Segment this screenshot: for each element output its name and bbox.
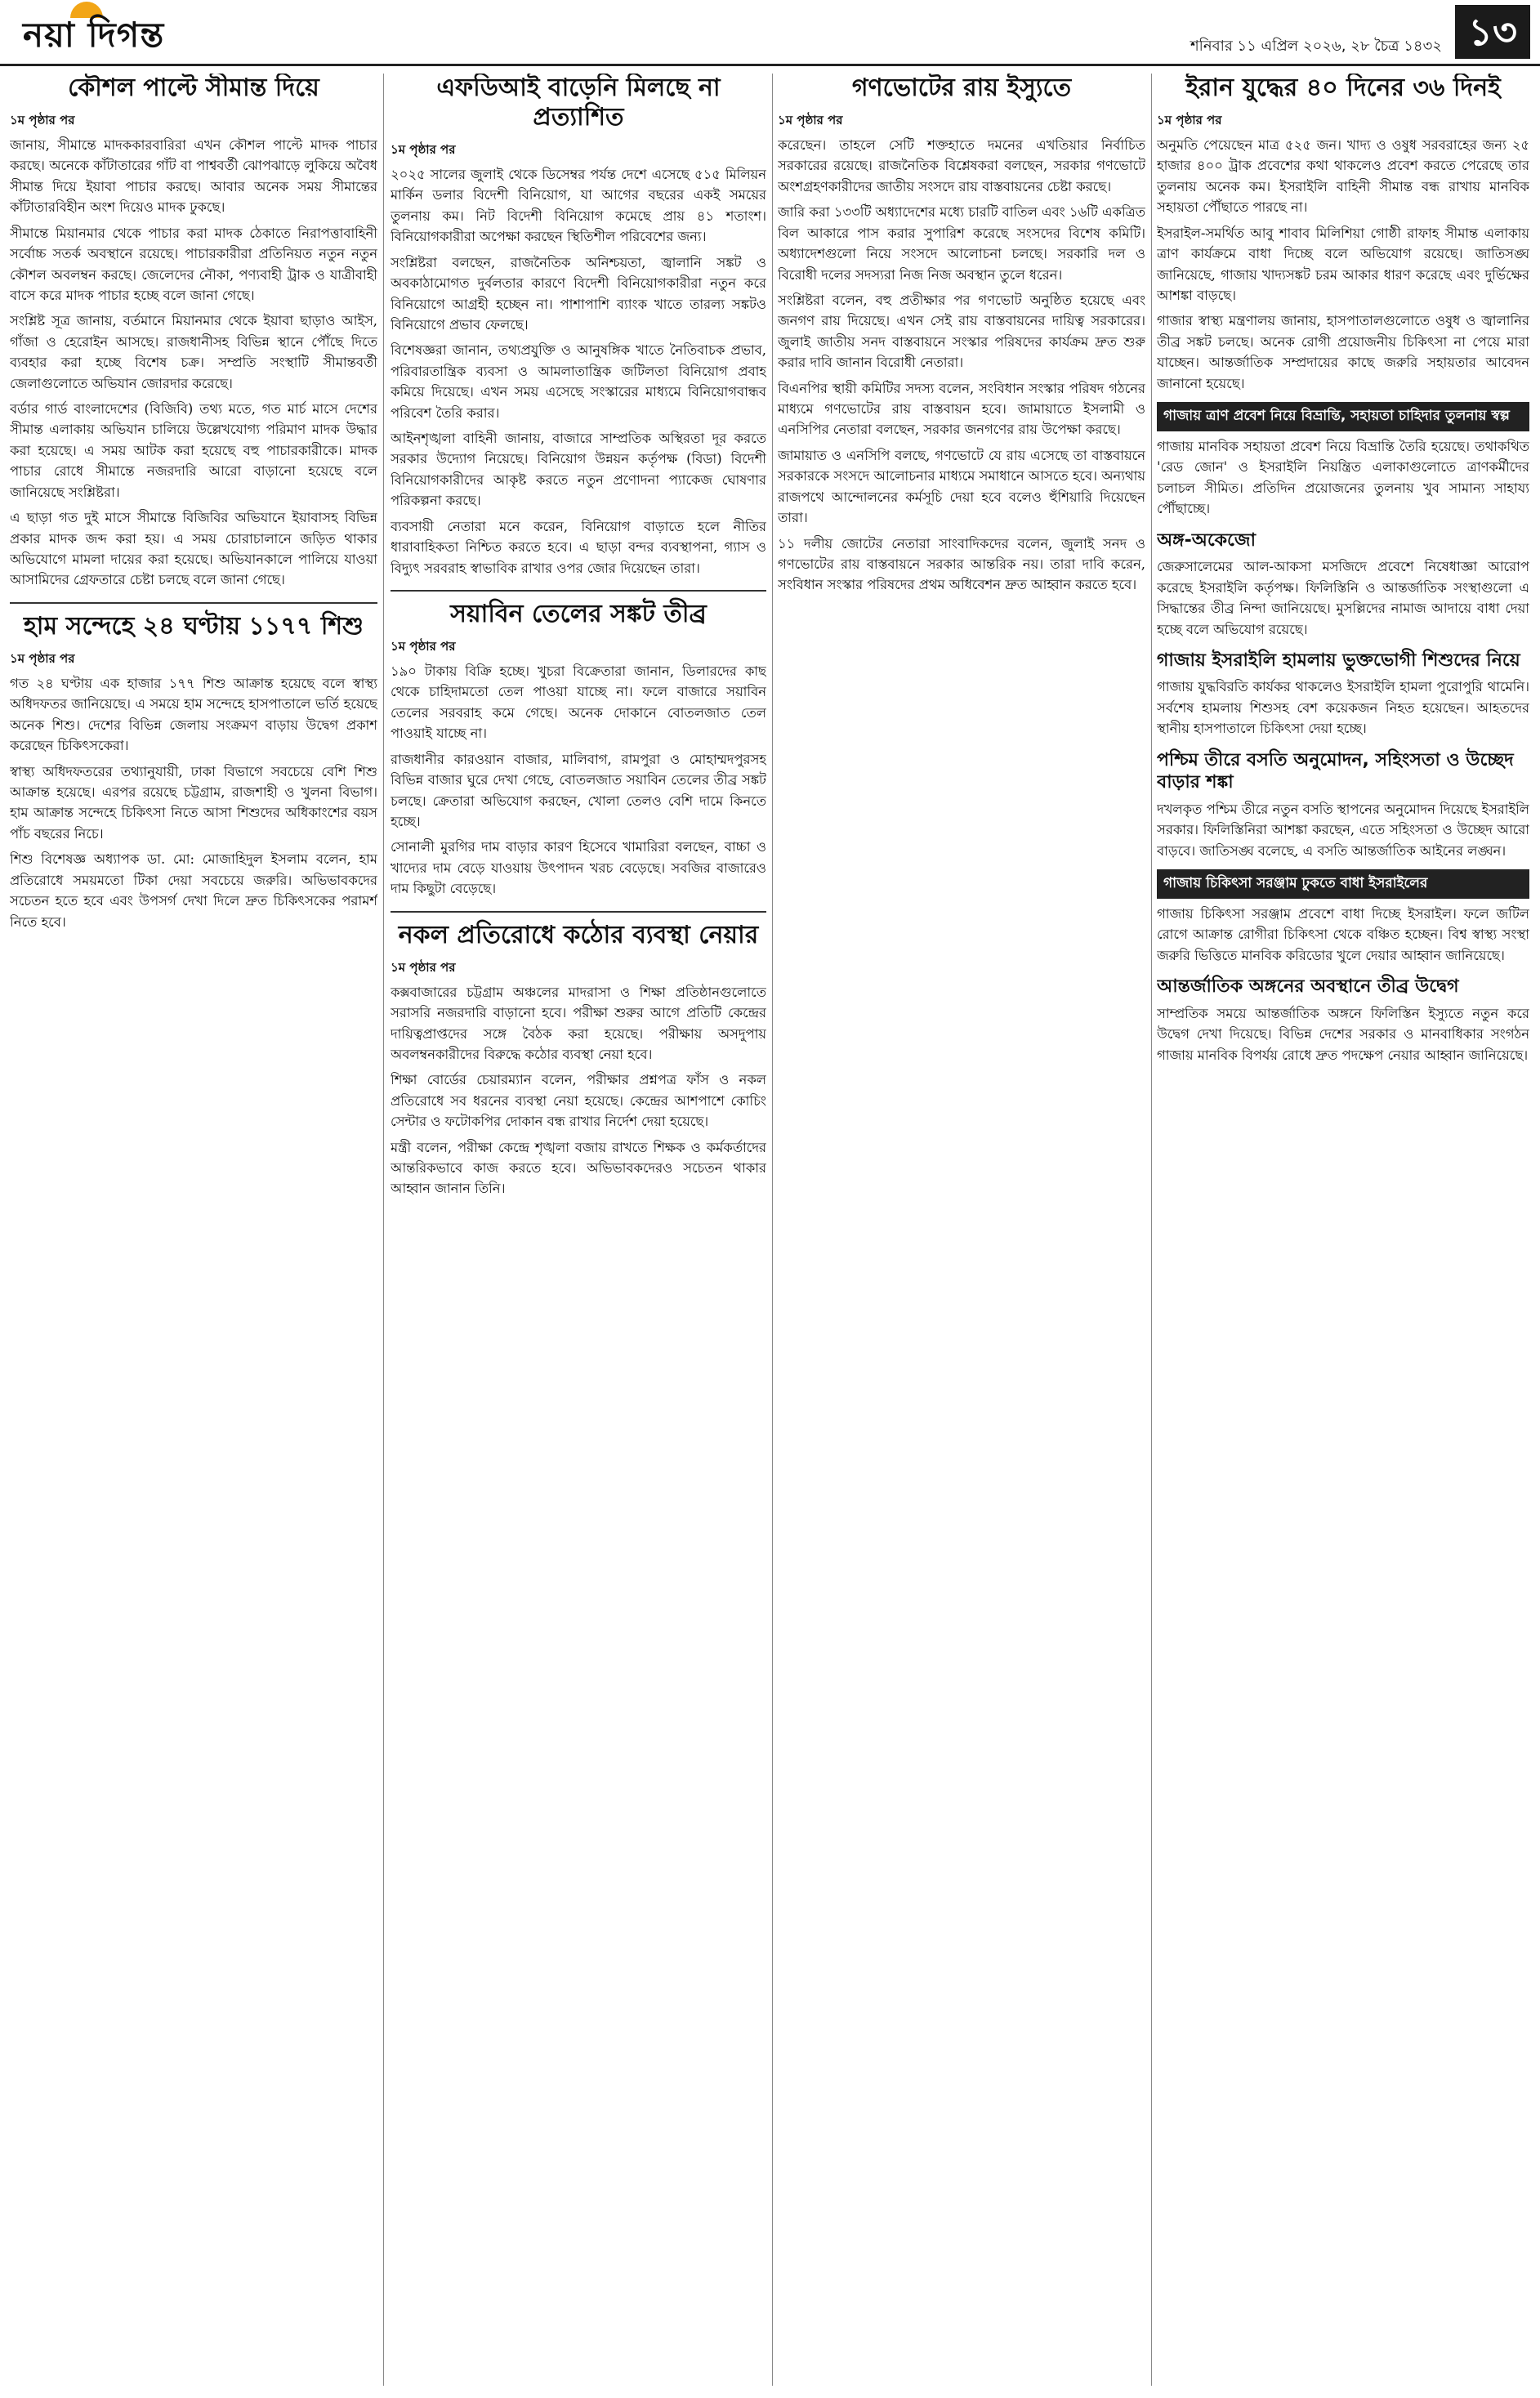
article-paragraph: ১১ দলীয় জোটের নেতারা সাংবাদিকদের বলেন, জুলাই সনদ ও গণভোটের রায় বাস্তবায়নে সরকার আন্তরিক নয়। তারা দাবি করেন, সংবিধান সংস্কার পরিষদের প্রথম অধিবেশন দ্রুত আহ্বান করতে হবে। [778,535,1145,593]
article-divider [391,911,766,913]
column-rule [1151,74,1152,2386]
article-paragraph: সংশ্লিষ্টরা বলছেন, রাজনৈতিক অনিশ্চয়তা, জ্বালানি সঙ্কট ও অবকাঠামোগত দুর্বলতার কারণে বিদেশী বিনিয়োগকারীরা নতুন করে বিনিয়োগে আগ্রহী হচ্ছেন না। পাশাপাশি ব্যাংক খাতে তারল্য সঙ্কটও বিনিয়োগে প্রভাব ফেলছে। [391,254,766,333]
column-1 [10,74,377,2386]
masthead [0,0,1540,66]
continued-label: ১ম পৃষ্ঠার পর [1157,113,1222,127]
article-headline[interactable]: এফডিআই বাড়েনি মিলছে না প্রত্যাশিত [436,74,721,132]
article-headline[interactable]: কৌশল পাল্টে সীমান্ত দিয়ে [68,74,319,102]
subheading: আন্তর্জাতিক অঙ্গনের অবস্থানে তীব্র উদ্বেগ [1157,976,1459,998]
article-paragraph: গাজায় যুদ্ধবিরতি কার্যকর থাকলেও ইসরাইলি হামলা পুরোপুরি থামেনি। সর্বশেষ হামলায় শিশুসহ বেশ কয়েকজন নিহত হয়েছেন। আহতদের স্থানীয় হাসপাতালে চিকিৎসা দেয়া হচ্ছে। [1157,679,1529,737]
article-paragraph: গাজায় চিকিৎসা সরঞ্জাম প্রবেশে বাধা দিচ্ছে ইসরাইল। ফলে জটিল রোগে আক্রান্ত রোগীরা চিকিৎসা থেকে বঞ্চিত হচ্ছেন। বিশ্ব স্বাস্থ্য সংস্থা জরুরি ভিত্তিতে মানবিক করিডোর খুলে দেয়ার আহ্বান জানিয়েছে। [1157,905,1529,963]
article-paragraph: ইসরাইল-সমর্থিত আবু শাবাব মিলিশিয়া গোষ্ঠী রাফাহ সীমান্ত এলাকায় ত্রাণ কার্যক্রমে বাধা দিচ্ছে বলে অভিযোগ রয়েছে। জাতিসঙ্ঘ জানিয়েছে, গাজায় খাদ্যসঙ্কট চরম আকার ধারণ করেছে এবং দুর্ভিক্ষের আশঙ্কা বাড়ছে। [1157,225,1529,303]
article-paragraph: অনুমতি পেয়েছেন মাত্র ৫২৫ জন। খাদ্য ও ওষুধ সরবরাহের জন্য ২৫ হাজার ৪০০ ট্রাক প্রবেশের কথা থাকলেও প্রবেশ করতে পেরেছে তার তুলনায় অনেক কম। ইসরাইলি বাহিনী সীমান্ত বন্ধ রাখায় মানবিক সহায়তা পৌঁছাতে পারছে না। [1157,137,1529,216]
article-paragraph: শিশু বিশেষজ্ঞ অধ্যাপক ডা. মো: মোজাহিদুল ইসলাম বলেন, হাম প্রতিরোধে সময়মতো টিকা দেয়া সবচেয়ে জরুরি। অভিভাবকদের সচেতন হতে হবে এবং উপসর্গ দেখা দিলে দ্রুত চিকিৎসকের পরামর্শ নিতে হবে। [10,851,377,930]
article-measles [10,612,377,932]
subheading: গাজায় চিকিৎসা সরঞ্জাম ঢুকতে বাধা ইসরাইলের [1157,869,1529,899]
article-paragraph: ব্যবসায়ী নেতারা মনে করেন, বিনিয়োগ বাড়াতে হলে নীতির ধারাবাহিকতা নিশ্চিত করতে হবে। এ ছাড়া বন্দর ব্যবস্থাপনা, গ্যাস ও বিদ্যুৎ সরবরাহ স্বাভাবিক রাখার ওপর জোর দিয়েছেন তারা। [391,518,766,576]
article-paragraph: বিশেষজ্ঞরা জানান, তথ্যপ্রযুক্তি ও আনুষঙ্গিক খাতে নৈতিবাচক প্রভাব, পরিবারতান্ত্রিক ব্যবসা ও আমলাতান্ত্রিক জটিলতা বিনিয়োগ প্রবাহ কমিয়ে দিয়েছে। এখন সময় এসেছে সংস্কারের মাধ্যমে বিনিয়োগবান্ধব পরিবেশ তৈরি করার। [391,342,766,421]
article-border-management [10,74,377,591]
article-paragraph: কক্সবাজারের চট্টগ্রাম অঞ্চলের মাদরাসা ও শিক্ষা প্রতিষ্ঠানগুলোতে সরাসরি নজরদারি বাড়ানো হবে। পরীক্ষা শুরুর আগে প্রতিটি কেন্দ্রের দায়িত্বপ্রাপ্তদের সঙ্গে বৈঠক করা হয়েছে। পরীক্ষায় অসদুপায় অবলম্বনকারীদের বিরুদ্ধে কঠোর ব্যবস্থা নেয়া হবে। [391,984,766,1062]
article-referendum [778,74,1145,596]
article-paragraph: আইনশৃঙ্খলা বাহিনী জানায়, বাজারে সাম্প্রতিক অস্থিরতা দূর করতে সরকার উদ্যোগ নিয়েছে। বিনিয়োগ উন্নয়ন কর্তৃপক্ষ (বিডা) বিদেশী বিনিয়োগকারীদের আকৃষ্ট করতে নতুন প্রণোদনা প্যাকেজ ঘোষণার পরিকল্পনা করছে। [391,431,766,509]
article-paragraph: জানায়, সীমান্তে মাদককারবারিরা এখন কৌশল পাল্টে মাদক পাচার করছে। অনেকে কাঁটাতারের গাঁট বা পাশ্ববর্তী ঝোপঝাড়ে লুকিয়ে অবৈধ সীমান্ত দিয়ে ইয়াবা পাচার করছে। আবার অনেক সময় সীমান্তের কাঁটাতারবিহীন অংশ দিয়েও মাদক ঢুকছে। [10,137,377,216]
article-paragraph: জারি করা ১৩৩টি অধ্যাদেশের মধ্যে চারটি বাতিল এবং ১৬টি একত্রিত বিল আকারে পাস করার সুপারিশ করেছে সংসদের বিশেষ কমিটি। অধ্যাদেশগুলো নিয়ে সংসদে আলোচনা চলছে। সরকারি দল ও বিরোধী দলের সদস্যরা নিজ নিজ অবস্থান তুলে ধরেন। [778,204,1145,283]
article-paragraph: গাজায় মানবিক সহায়তা প্রবেশ নিয়ে বিভ্রান্তি তৈরি হয়েছে। তথাকথিত 'রেড জোন' ও ইসরাইলি নিয়ন্ত্রিত এলাকাগুলোতে ত্রাণকর্মীদের চলাচল সীমিত। প্রতিদিন প্রয়োজনের তুলনায় খুব সামান্য সাহায্য পৌঁছাচ্ছে। [1157,439,1529,517]
dateline: শনিবার ১১ এপ্রিল ২০২৬, ২৮ চৈত্র ১৪৩২ [1190,38,1442,55]
subheading: পশ্চিম তীরে বসতি অনুমোদন, সহিংসতা ও উচ্ছেদ বাড়ার শঙ্কা [1157,749,1514,793]
column-3 [778,74,1145,2386]
article-paragraph: সংশ্লিষ্টরা বলেন, বহু প্রতীক্ষার পর গণভোট অনুষ্ঠিত হয়েছে এবং জনগণ রায় দিয়েছে। এখন সেই রায় বাস্তবায়নের দায়িত্ব সরকারের। জুলাই জাতীয় সনদ বাস্তবায়নে সংস্কার পরিষদের কার্যক্রম দ্রুত শুরু করার দাবি জানান বিরোধী নেতারা। [778,292,1145,371]
column-2 [391,74,766,2386]
subheading: গাজায় ইসরাইলি হামলায় ভুক্তভোগী শিশুদের নিয়ে [1157,650,1520,671]
article-paragraph: ২০২৫ সালের জুলাই থেকে ডিসেম্বর পর্যন্ত দেশে এসেছে ৫১৫ মিলিয়ন মার্কিন ডলার বিদেশী বিনিয়োগ, যা আগের বছরের একই সময়ের তুলনায় কম। নিট বিদেশী বিনিয়োগ কমেছে প্রায় ৪১ শতাংশ। বিনিয়োগকারীরা অপেক্ষা করছেন স্থিতিশীল পরিবেশের জন্য। [391,167,766,245]
article-paragraph: জামায়াত ও এনসিপি বলছে, গণভোটে যে রায় এসেছে তা বাস্তবায়নে সরকারকে সংসদে আলোচনার মাধ্যমে সমাধানে আসতে হবে। অন্যথায় রাজপথে আন্দোলনের কর্মসূচি দেয়া হবে বলেও হুঁশিয়ারি দিয়েছেন তারা। [778,447,1145,526]
article-paragraph: সীমান্তে মিয়ানমার থেকে পাচার করা মাদক ঠেকাতে নিরাপত্তাবাহিনী সর্বোচ্চ সতর্ক অবস্থানে রয়েছে। পাচারকারীরা প্রতিনিয়ত নতুন নতুন কৌশল অবলম্বন করছে। জেলেদের নৌকা, পণ্যবাহী ট্রাক ও যাত্রীবাহী বাসে করে মাদক পাচার হচ্ছে বলে জানা গেছে। [10,225,377,303]
article-paragraph: সংশ্লিষ্ট সূত্র জানায়, বর্তমানে মিয়ানমার থেকে ইয়াবা ছাড়াও আইস, গাঁজা ও হেরোইন আসছে। রাজধানীসহ বিভিন্ন স্থানে পৌঁছে দিতে ব্যবহার করা হচ্ছে বিশেষ চক্র। সম্প্রতি সংস্থাটি সীমান্তবর্তী জেলাগুলোতে অভিযান জোরদার করেছে। [10,313,377,391]
subheading: গাজায় ত্রাণ প্রবেশ নিয়ে বিভ্রান্তি, সহায়তা চাহিদার তুলনায় স্বল্প [1157,402,1529,431]
article-paragraph: মন্ত্রী বলেন, পরীক্ষা কেন্দ্রে শৃঙ্খলা বজায় রাখতে শিক্ষক ও কর্মকর্তাদের আন্তরিকভাবে কাজ করতে হবে। অভিভাবকদেরও সচেতন থাকার আহ্বান জানান তিনি। [391,1139,766,1197]
page-number: ১৩ [1455,5,1530,59]
article-divider [391,590,766,592]
continued-label: ১ম পৃষ্ঠার পর [391,639,456,654]
article-paragraph: জেরুসালেমের আল-আকসা মসজিদে প্রবেশে নিষেধাজ্ঞা আরোপ করেছে ইসরাইলি কর্তৃপক্ষ। ফিলিস্তিনি ও আন্তর্জাতিক সংস্থাগুলো এ সিদ্ধান্তের তীব্র নিন্দা জানিয়েছে। মুসল্লিদের নামাজ আদায়ে বাধা দেয়া হচ্ছে বলে অভিযোগ রয়েছে। [1157,559,1529,637]
continued-label: ১ম পৃষ্ঠার পর [391,959,456,975]
article-paragraph: করেছেন। তাহলে সেটি শক্তহাতে দমনের এখতিয়ার নির্বাচিত সরকারের রয়েছে। রাজনৈতিক বিশ্লেষকরা বলছেন, সরকার গণভোটে অংশগ্রহণকারীদের জাতীয় সংসদে রায় বাস্তবায়নের চেষ্টা করছে। [778,137,1145,194]
article-paragraph: রাজধানীর কারওয়ান বাজার, মালিবাগ, রামপুরা ও মোহাম্মদপুরসহ বিভিন্ন বাজার ঘুরে দেখা গেছে, বোতলজাত সয়াবিন তেলের তীব্র সঙ্কট চলছে। ক্রেতারা অভিযোগ করছেন, খোলা তেলও বেশি দামে কিনতে হচ্ছে। [391,751,766,829]
article-paragraph: সাম্প্রতিক সময়ে আন্তর্জাতিক অঙ্গনে ফিলিস্তিন ইস্যুতে নতুন করে উদ্বেগ দেখা দিয়েছে। বিভিন্ন দেশের সরকার ও মানবাধিকার সংগঠন গাজায় মানবিক বিপর্যয় রোধে দ্রুত পদক্ষেপ নেয়ার আহ্বান জানিয়েছে। [1157,1005,1529,1063]
article-headline[interactable]: ইরান যুদ্ধের ৪০ দিনের ৩৬ দিনই [1185,74,1501,102]
article-iran-war [1157,74,1529,1065]
article-paragraph: গাজার স্বাস্থ্য মন্ত্রণালয় জানায়, হাসপাতালগুলোতে ওষুধ ও জ্বালানির তীব্র সঙ্কট চলছে। অনেক রোগী প্রয়োজনীয় চিকিৎসা না পেয়ে মারা যাচ্ছেন। আন্তর্জাতিক সম্প্রদায়ের কাছে জরুরি সহায়তার আবেদন জানানো হয়েছে। [1157,313,1529,391]
article-paragraph: স্বাস্থ্য অধিদফতরের তথ্যানুযায়ী, ঢাকা বিভাগে সবচেয়ে বেশি শিশু আক্রান্ত হয়েছে। এরপর রয়েছে চট্টগ্রাম, রাজশাহী ও খুলনা বিভাগ। হাম আক্রান্ত সন্দেহে চিকিৎসা নিতে আসা শিশুদের অধিকাংশের বয়স পাঁচ বছরের নিচে। [10,763,377,842]
article-paragraph: গত ২৪ ঘণ্টায় এক হাজার ১৭৭ শিশু আক্রান্ত হয়েছে বলে স্বাস্থ্য অধিদফতর জানিয়েছে। এ সময়ে হাম সন্দেহে হাসপাতালে ভর্তি হয়েছে অনেক শিশু। দেশের বিভিন্ন জেলায় সংক্রমণ বাড়ায় উদ্বেগ প্রকাশ করেছেন চিকিৎসকেরা। [10,675,377,754]
article-fdi [391,74,766,578]
article-paragraph: বর্ডার গার্ড বাংলাদেশের (বিজিবি) তথ্য মতে, গত মার্চ মাসে দেশের সীমান্ত এলাকায় অভিযান চালিয়ে উল্লেখযোগ্য পরিমাণ মাদক উদ্ধার করা হয়েছে। এ সময় আটক করা হয়েছে বহু পাচারকারীকে। মাদক পাচার রোধে সীমান্তে নজরদারি আরো বাড়ানো হয়েছে বলে জানিয়েছে সংশ্লিষ্টরা। [10,401,377,500]
article-paragraph: দখলকৃত পশ্চিম তীরে নতুন বসতি স্থাপনের অনুমোদন দিয়েছে ইসরাইলি সরকার। ফিলিস্তিনিরা আশঙ্কা করছেন, এতে সহিংসতা ও উচ্ছেদ আরো বাড়বে। জাতিসঙ্ঘ বলেছে, এ বসতি আন্তর্জাতিক আইনের লঙ্ঘন। [1157,801,1529,859]
article-exam-cheating [391,921,766,1199]
article-paragraph: শিক্ষা বোর্ডের চেয়ারম্যান বলেন, পরীক্ষার প্রশ্নপত্র ফাঁস ও নকল প্রতিরোধে সব ধরনের ব্যবস্থা নেয়া হয়েছে। কেন্দ্রের আশপাশে কোচিং সেন্টার ও ফটোকপির দোকান বন্ধ রাখার নির্দেশ দেয়া হয়েছে। [391,1072,766,1130]
article-headline[interactable]: সয়াবিন তেলের সঙ্কট তীব্র [450,600,707,629]
column-rule [383,74,384,2386]
article-paragraph: ১৯০ টাকায় বিক্রি হচ্ছে। খুচরা বিক্রেতারা জানান, ডিলারদের কাছ থেকে চাহিদামতো তেল পাওয়া যাচ্ছে না। ফলে বাজারে সয়াবিন তেলের সরবরাহ কমে গেছে। অনেক দোকানে বোতলজাত তেল পাওয়াই যাচ্ছে না। [391,663,766,742]
article-paragraph: এ ছাড়া গত দুই মাসে সীমান্তে বিজিবির অভিযানে ইয়াবাসহ বিভিন্ন প্রকার মাদক জব্দ করা হয়। এ সময় চোরাচালানে জড়িত থাকার অভিযোগে মামলা দায়ের করা হয়েছে। অভিযানকালে পালিয়ে যাওয়া আসামিদের গ্রেফতারে চেষ্টা চলছে বলে জানা গেছে। [10,510,377,588]
continued-label: ১ম পৃষ্ঠার পর [10,650,75,666]
article-soybean-oil [391,600,766,900]
continued-label: ১ম পৃষ্ঠার পর [778,113,843,127]
article-paragraph: সোনালী মুরগির দাম বাড়ার কারণ হিসেবে খামারিরা বলছেন, বাচ্চা ও খাদ্যের দাম বেড়ে যাওয়ায় উৎপাদন খরচ বেড়েছে। সবজির বাজারেও দাম কিছুটা বেড়েছে। [391,839,766,897]
article-headline[interactable]: হাম সন্দেহে ২৪ ঘণ্টায় ১১৭৭ শিশু [24,611,364,641]
newspaper-logo[interactable]: নয়া দিগন্ত [23,15,165,55]
continued-label: ১ম পৃষ্ঠার পর [391,142,456,157]
article-headline[interactable]: নকল প্রতিরোধে কঠোর ব্যবস্থা নেয়ার [398,920,759,949]
column-4 [1157,74,1529,2386]
article-paragraph: বিএনপির স্থায়ী কমিটির সদস্য বলেন, সংবিধান সংস্কার পরিষদ গঠনের মাধ্যমে গণভোটের রায় বাস্তবায়ন হবে। জামায়াতে ইসলামী ও এনসিপির নেতারা বলছেন, সরকার জনগণের রায় উপেক্ষা করছে। [778,380,1145,438]
article-headline[interactable]: গণভোটের রায় ইস্যুতে [851,74,1072,102]
column-rule [772,74,773,2386]
continued-label: ১ম পৃষ্ঠার পর [10,113,75,127]
article-divider [10,602,377,604]
subheading: অঙ্গ-অকেজো [1157,529,1256,551]
